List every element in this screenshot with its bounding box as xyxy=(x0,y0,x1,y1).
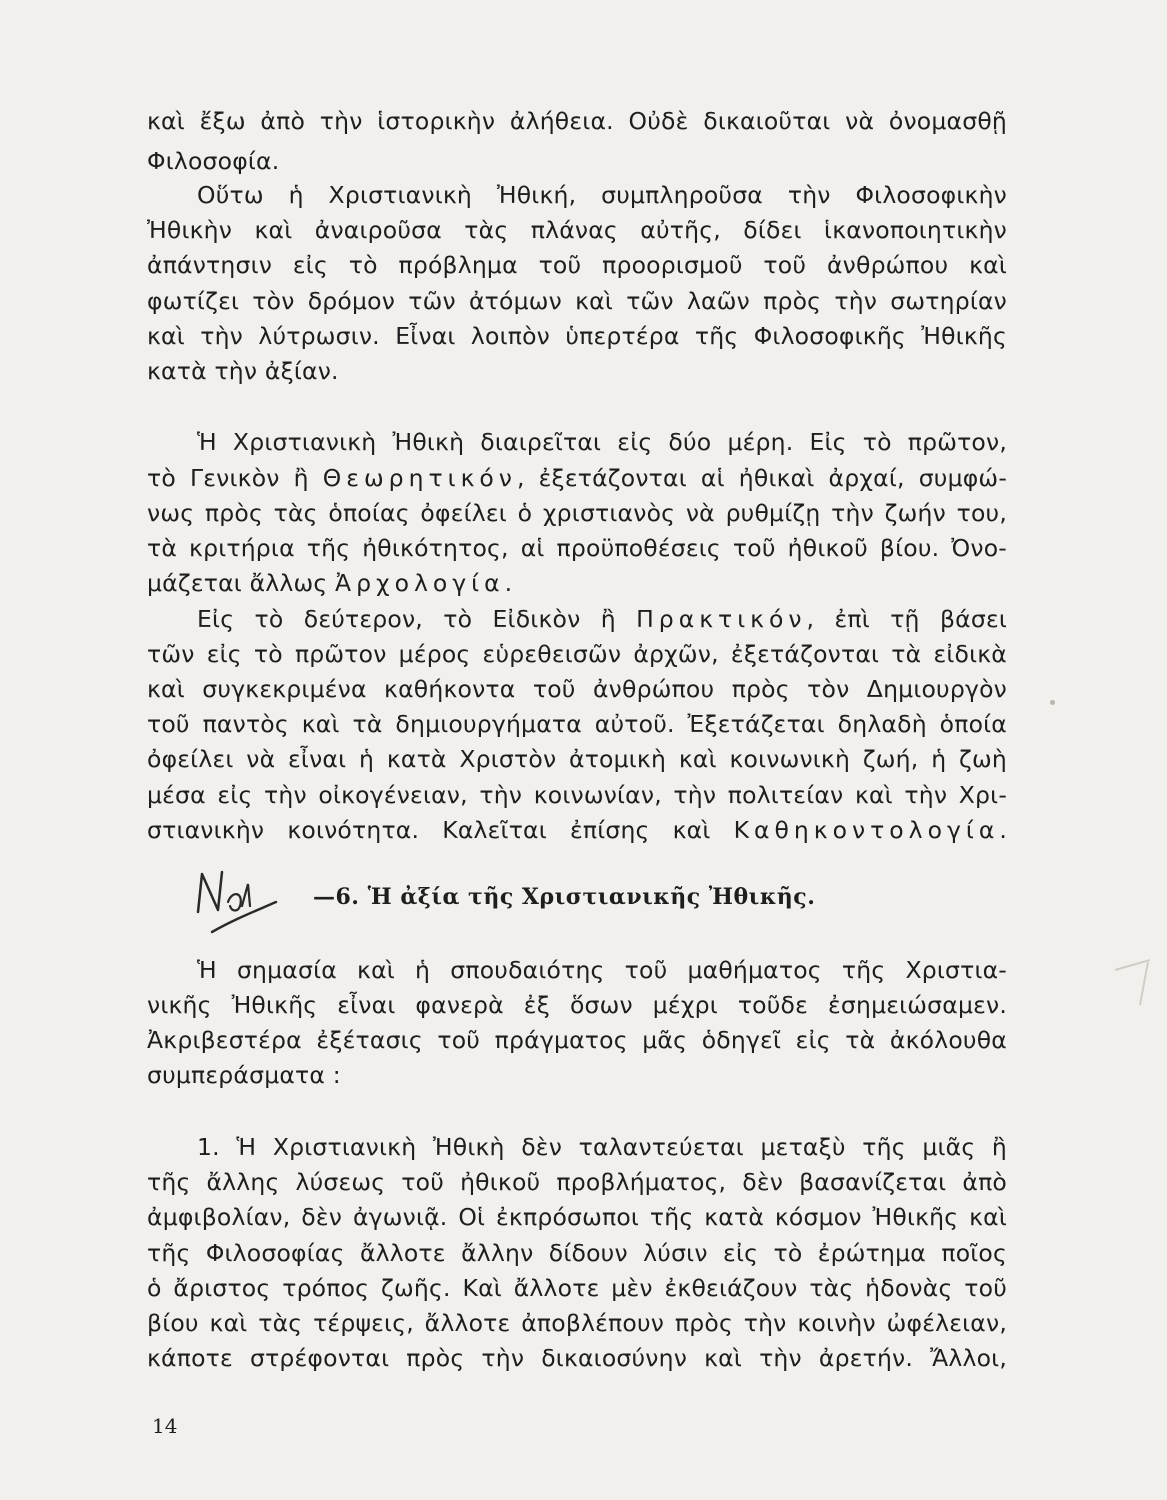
text-line: καὶ ἔξω ἀπὸ τὴν ἱστορικὴν ἀλήθεια. Οὐδὲ δικαιοῦται νὰ ὀνομασθῇ xyxy=(147,107,1007,135)
text-line: ἀμφιβολίαν, δὲν ἀγωνιᾷ. Οἱ ἐκπρόσωποι τῆς κατὰ κόσμον Ἠθικῆς καὶ xyxy=(147,1203,1007,1231)
text-line xyxy=(147,602,1007,636)
text-line: τοῦ παντὸς καὶ τὰ δημιουργήματα αὐτοῦ. Ἐξετάζεται δηλαδὴ ὁποία xyxy=(147,710,1007,738)
spaced-term: Ἀρχολογία xyxy=(335,569,505,597)
text-line: νικῆς Ἠθικῆς εἶναι φανερὰ ἐξ ὅσων μέχρι τοῦδε ἐσημειώσαμεν. xyxy=(147,991,1007,1019)
text-run: , ἐπὶ τῇ βάσει xyxy=(806,605,1008,633)
text-line: Ἀκριβεστέρα ἐξέτασις τοῦ πράγματος μᾶς ὁδηγεῖ εἰς τὰ ἀκόλουθα xyxy=(147,1026,1007,1054)
text-line: φωτίζει τὸν δρόμον τῶν ἀτόμων καὶ τῶν λαῶν πρὸς τὴν σωτηρίαν xyxy=(147,287,1007,315)
page-number: 14 xyxy=(152,1414,178,1438)
text-line: ὁ ἄριστος τρόπος ζωῆς. Καὶ ἄλλοτε μὲν ἐκθειάζουν τὰς ἡδονὰς τοῦ xyxy=(147,1274,1007,1302)
text-run: τὸ Γενικὸν ἢ xyxy=(147,464,323,492)
text-line: 1. Ἡ Χριστιανικὴ Ἠθικὴ δὲν ταλαντεύεται μεταξὺ τῆς μιᾶς ἢ xyxy=(197,1133,1007,1161)
text-line: τὰ κριτήρια τῆς ἠθικότητος, αἱ προϋποθέσεις τοῦ ἠθικοῦ βίου. Ὀνο- xyxy=(147,534,1007,562)
text-run: . xyxy=(504,569,513,597)
text-run: στιανικὴν κοινότητα. Καλεῖται ἐπίσης καὶ xyxy=(147,816,734,844)
text-line: Οὕτω ἡ Χριστιανικὴ Ἠθική, συμπληροῦσα τὴν Φιλοσοφικὴν xyxy=(197,181,1007,209)
spaced-term: Καθηκοντολογία xyxy=(733,816,1000,844)
bleed-through-mark-icon xyxy=(1110,950,1160,1010)
text-line: καὶ τὴν λύτρωσιν. Εἶναι λοιπὸν ὑπερτέρα τῆς Φιλοσοφικῆς Ἠθικῆς xyxy=(147,322,1007,350)
text-line: μέσα εἰς τὴν οἰκογένειαν, τὴν κοινωνίαν, τὴν πολιτείαν καὶ τὴν Χρι- xyxy=(147,781,1007,809)
text-line: καὶ συγκεκριμένα καθήκοντα τοῦ ἀνθρώπου πρὸς τὸν Δημιουργὸν xyxy=(147,675,1007,703)
text-line: τῆς Φιλοσοφίας ἄλλοτε ἄλλην δίδουν λύσιν εἰς τὸ ἐρώτημα ποῖος xyxy=(147,1239,1007,1267)
text-line: νως πρὸς τὰς ὁποίας ὀφείλει ὁ χριστιανὸς νὰ ρυθμίζῃ τὴν ζωήν του, xyxy=(147,499,1007,527)
text-line: τῆς ἄλλης λύσεως τοῦ ἠθικοῦ προβλήματος, δὲν βασανίζεται ἀπὸ xyxy=(147,1168,1007,1196)
section-heading: —6. Ἡ ἀξία τῆς Χριστιανικῆς Ἠθικῆς. xyxy=(313,884,816,910)
text-line: ἀπάντησιν εἰς τὸ πρόβλημα τοῦ προορισμοῦ τοῦ ἀνθρώπου καὶ xyxy=(147,251,1007,279)
text-run: . xyxy=(999,816,1007,844)
text-run: μάζεται ἄλλως xyxy=(147,569,336,597)
text-line: Ἠθικὴν καὶ ἀναιροῦσα τὰς πλάνας αὐτῆς, δίδει ἱκανοποιητικὴν xyxy=(147,216,1007,244)
text-run: , ἐξετάζονται αἱ ἠθικαὶ ἀρχαί, συμφώ- xyxy=(516,464,1007,492)
text-line: κάποτε στρέφονται πρὸς τὴν δικαιοσύνην καὶ τὴν ἀρετήν. Ἄλλοι, xyxy=(147,1344,1007,1372)
handwritten-note-icon xyxy=(188,862,278,942)
text-line xyxy=(147,566,1007,600)
text-line xyxy=(147,461,1007,495)
page-speck xyxy=(1050,700,1055,705)
text-line: συμπεράσματα : xyxy=(147,1061,341,1089)
text-line: Ἡ Χριστιανικὴ Ἠθικὴ διαιρεῖται εἰς δύο μέρη. Εἰς τὸ πρῶτον, xyxy=(197,428,1007,456)
spaced-term: Θεωρητικόν xyxy=(322,464,517,492)
spaced-term: Πρακτικόν xyxy=(636,605,807,633)
text-line: ὀφείλει νὰ εἶναι ἡ κατὰ Χριστὸν ἀτομικὴ καὶ κοινωνικὴ ζωή, ἡ ζωὴ xyxy=(147,745,1007,773)
text-line: Ἡ σημασία καὶ ἡ σπουδαιότης τοῦ μαθήματος τῆς Χριστια- xyxy=(197,956,1007,984)
text-line: κατὰ τὴν ἀξίαν. xyxy=(147,357,339,385)
text-line: Φιλοσοφία. xyxy=(147,147,280,175)
text-line: βίου καὶ τὰς τέρψεις, ἄλλοτε ἀποβλέπουν πρὸς τὴν κοινὴν ὠφέλειαν, xyxy=(147,1309,1007,1337)
text-line xyxy=(147,813,1007,847)
text-run: Εἰς τὸ δεύτερον, τὸ Εἰδικὸν ἢ xyxy=(197,605,637,633)
text-line: τῶν εἰς τὸ πρῶτον μέρος εὑρεθεισῶν ἀρχῶν, ἐξετάζονται τὰ εἰδικὰ xyxy=(147,640,1007,668)
